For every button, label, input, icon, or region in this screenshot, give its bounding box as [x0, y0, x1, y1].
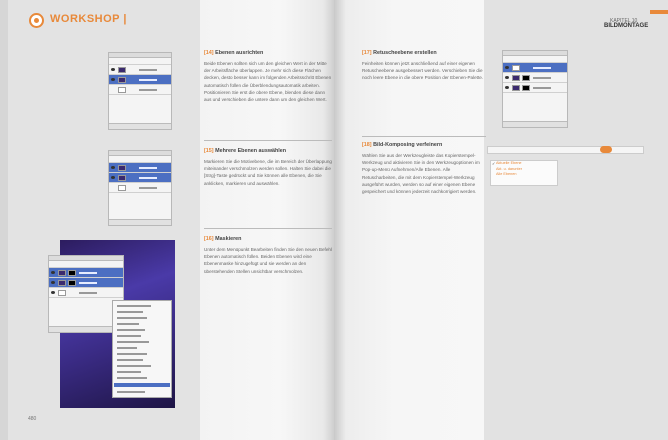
- menu-item: [117, 353, 147, 355]
- options-bar-screenshot: [487, 146, 644, 154]
- menu-item: [117, 371, 141, 373]
- chapter-tab-marker: [650, 10, 668, 14]
- step-text: Unter dem Menüpunkt Bearbeiten finden Sie den neuen Befehl Ebenen automatisch füllen. Beiden Ebenen wird eine Ebenenmaske hinzugefügt und sie werden an den überstehenden Stellen unsichtbar verschmolzen.: [204, 247, 332, 274]
- layer-thumbnail: [512, 85, 520, 91]
- eye-icon: [111, 78, 115, 81]
- step-18: [362, 142, 486, 195]
- eye-icon: [51, 271, 55, 274]
- layer-name-line: [533, 87, 551, 89]
- layer-name-line: [139, 177, 157, 179]
- layer-name-line: [79, 272, 97, 274]
- panel-row: [109, 65, 171, 75]
- sample-dropdown-screenshot: [490, 160, 558, 186]
- step-heading: [18] Bild-Komposing verfeinern: [362, 142, 443, 148]
- layer-mask-thumbnail: [522, 85, 530, 91]
- panel-row-selected: [109, 75, 171, 85]
- layer-thumbnail: [118, 77, 126, 83]
- panel-row: [503, 73, 567, 83]
- dropdown-item: Aktuelle Ebene: [496, 161, 522, 165]
- panel-row: [109, 85, 171, 95]
- layer-mask-thumbnail: [522, 75, 530, 81]
- panel-row-selected: [109, 173, 171, 183]
- menu-item: [117, 329, 145, 331]
- menu-item: [117, 317, 147, 319]
- panel-row: [503, 83, 567, 93]
- layer-mask-thumbnail: [68, 280, 76, 286]
- panel-footer: [109, 219, 171, 225]
- workshop-logo-icon: [29, 13, 44, 28]
- menu-item: [117, 391, 145, 393]
- step-text: Markieren Sie die Motivebene, die im Bereich der Überlappung miteinander verschmolzen werden sollen. Halten Sie dabei die [Strg]-Taste gedrückt und Sie können alle Ebenen, die Sie anklicken, markieren und auswählen.: [204, 159, 332, 186]
- page-number: 480: [28, 416, 37, 422]
- layer-name-line: [139, 69, 157, 71]
- layer-name-line: [79, 282, 97, 284]
- step-heading: [16] Maskieren: [204, 236, 242, 242]
- eye-icon: [111, 68, 115, 71]
- panel-row-selected: [503, 63, 567, 73]
- panel-footer: [503, 121, 567, 127]
- layer-thumbnail: [118, 87, 126, 93]
- step-heading: [14] Ebenen ausrichten: [204, 50, 264, 56]
- menu-item: [117, 377, 147, 379]
- menu-item: [117, 323, 139, 325]
- layer-name-line: [139, 79, 157, 81]
- layer-mask-thumbnail: [68, 270, 76, 276]
- layer-thumbnail: [58, 280, 66, 286]
- dropdown-item: Akt. u. darunter: [496, 166, 522, 171]
- step-text: Beide Ebenen sollten sich um den gleichen Wert in der Mitte der Arbeitsfläche überlappen. Je mehr sich diese Flächen decken, desto besser kann im folgenden Arbeitsschritt Ebenen automatisch füllen die Überblendungsautomatik arbeiten. Positionieren Sie erst die obere Ebene, blenden diese dann aus und verschieben die untere dann um den gleichen Wert.: [204, 61, 332, 103]
- layer-thumbnail: [118, 185, 126, 191]
- layer-name-line: [533, 77, 551, 79]
- step-14: [204, 50, 332, 103]
- edit-menu-screenshot: [112, 300, 172, 398]
- layer-thumbnail: [58, 270, 66, 276]
- step-text: Wählen Sie aus der Werkzeugleiste das Kopierstempel-Werkzeug und aktivieren Sie in den Werkzeugoptionen im Pop-up-Menü Aufnehmen/Alle Ebenen. Alle Retuscharbeiten, die mit dem Kopierstempel-Werkzeug ausgeführt wurden, werden so auf einer eigenen Ebene gespeichert und können jederzeit nachkorrigiert werden.: [362, 153, 480, 195]
- menu-item: [117, 365, 151, 367]
- panel-row-selected: [49, 278, 123, 288]
- menu-item: [117, 305, 151, 307]
- layer-thumbnail: [512, 75, 520, 81]
- eye-icon: [111, 166, 115, 169]
- options-bar-highlight: [600, 146, 612, 153]
- step-heading: [17] Retuscheebene erstellen: [362, 50, 437, 56]
- layers-panel-screenshot-2: [108, 150, 172, 226]
- menu-item-highlighted: [114, 383, 170, 387]
- panel-row: [503, 56, 567, 63]
- chapter-label: KAPITEL 10: [610, 18, 638, 24]
- layer-thumbnail: [58, 290, 66, 296]
- layers-panel-screenshot-4: [502, 50, 568, 128]
- eye-icon: [51, 281, 55, 284]
- step-17: [362, 50, 486, 82]
- divider: [204, 228, 332, 229]
- eye-icon: [111, 176, 115, 179]
- dropdown-item: Alle Ebenen: [496, 172, 517, 177]
- panel-row-selected: [109, 163, 171, 173]
- menu-item: [117, 341, 149, 343]
- chapter-name: BILDMONTAGE: [604, 23, 649, 29]
- layer-name-line: [79, 292, 97, 294]
- menu-item: [117, 335, 141, 337]
- eye-icon: [505, 76, 509, 79]
- panel-row-selected: [49, 268, 123, 278]
- layer-name-line: [139, 187, 157, 189]
- layer-name-line: [139, 167, 157, 169]
- panel-row: [109, 156, 171, 163]
- menu-item: [117, 347, 137, 349]
- step-16: [204, 236, 332, 275]
- layers-panel-screenshot-1: [108, 52, 172, 130]
- step-heading: [15] Mehrere Ebenen auswählen: [204, 148, 287, 154]
- eye-icon: [51, 291, 55, 294]
- panel-row: [109, 58, 171, 65]
- menu-item: [117, 359, 143, 361]
- divider: [362, 136, 486, 137]
- panel-footer: [109, 123, 171, 129]
- menu-item: [117, 311, 143, 313]
- eye-icon: [505, 66, 509, 69]
- layer-thumbnail: [118, 175, 126, 181]
- panel-row: [49, 288, 123, 298]
- section-title: WORKSHOP |: [50, 13, 127, 25]
- layer-thumbnail: [512, 65, 520, 71]
- layer-thumbnail: [118, 67, 126, 73]
- divider: [204, 140, 332, 141]
- step-15: [204, 148, 332, 187]
- check-icon: ✓: [492, 161, 496, 166]
- layer-name-line: [533, 67, 551, 69]
- panel-row: [49, 261, 123, 268]
- layer-name-line: [139, 89, 157, 91]
- panel-row: [109, 183, 171, 193]
- step-text: Feinheiten können jetzt anschließend auf einer eigenen Retuscheebene ausgebessert werden. Verschieben Sie die noch leere Ebene in die obere Position der Ebenen-Palette.: [362, 61, 484, 81]
- layer-thumbnail: [118, 165, 126, 171]
- eye-icon: [505, 86, 509, 89]
